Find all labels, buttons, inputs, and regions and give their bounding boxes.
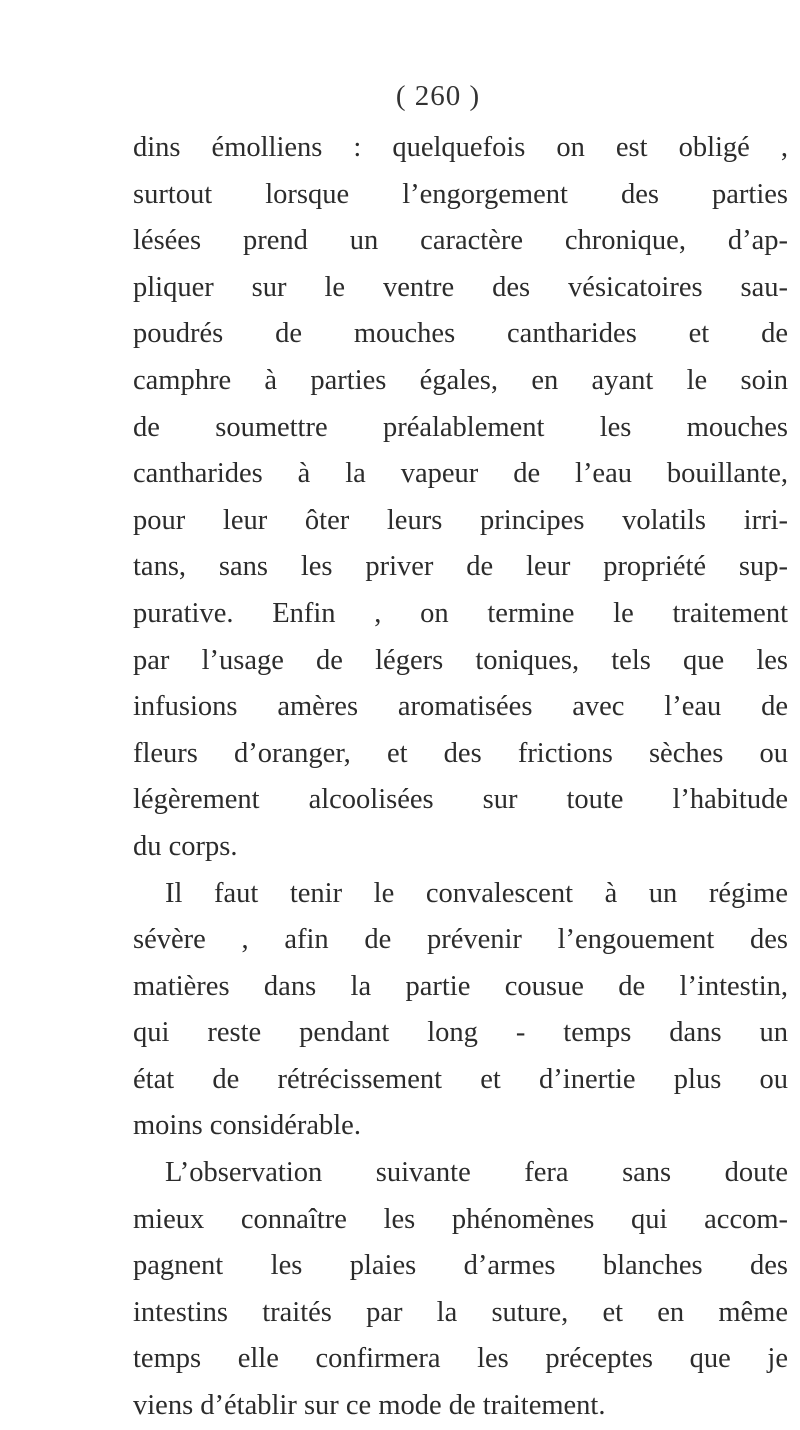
page-number: ( 260 )	[395, 80, 481, 112]
text-line: de soumettre préalablement les mouches	[133, 411, 788, 443]
text-line: dins émolliens : quelquefois on est obligé ,	[133, 132, 788, 163]
text-line: intestins traités par la suture, et en même	[133, 1296, 788, 1328]
text-line: pagnent les plaies d’armes blanches des	[133, 1250, 788, 1282]
text-line: infusions amères aromatisées avec l’eau de	[133, 691, 788, 723]
text-line: Il faut tenir le convalescent à un régime	[165, 877, 788, 909]
text-line: purative. Enfin , on termine le traitement	[133, 597, 788, 629]
text-line: légèrement alcoolisées sur toute l’habitude	[133, 784, 788, 816]
body-text	[133, 125, 788, 1430]
text-line: cantharides à la vapeur de l’eau bouillante,	[133, 458, 788, 490]
text-line: lésées prend un caractère chronique, d’ap-	[133, 225, 788, 257]
text-line: qui reste pendant long - temps dans un	[133, 1017, 788, 1049]
text-line: du corps.	[133, 830, 238, 862]
text-line: mieux connaître les phénomènes qui accom-	[133, 1203, 788, 1235]
text-line: pliquer sur le ventre des vésicatoires sau-	[133, 271, 788, 303]
text-line: viens d’établir sur ce mode de traitement.	[133, 1390, 606, 1422]
text-line: L’observation suivante fera sans doute	[165, 1157, 788, 1189]
text-line: sévère , afin de prévenir l’engouement des	[133, 924, 788, 956]
text-line: moins considérable.	[133, 1110, 361, 1142]
text-line: par l’usage de légers toniques, tels que les	[133, 644, 788, 676]
text-line: surtout lorsque l’engorgement des parties	[133, 178, 788, 210]
text-line: camphre à parties égales, en ayant le soin	[133, 364, 788, 396]
text-line: tans, sans les priver de leur propriété sup-	[133, 551, 788, 583]
text-line: matières dans la partie cousue de l’intestin,	[133, 970, 788, 1002]
text-line: fleurs d’oranger, et des frictions sèches ou	[133, 737, 788, 769]
text-line: poudrés de mouches cantharides et de	[133, 318, 788, 350]
text-line: état de rétrécissement et d’inertie plus ou	[133, 1063, 788, 1095]
text-line: pour leur ôter leurs principes volatils irri-	[133, 504, 788, 536]
text-line: temps elle confirmera les préceptes que je	[133, 1343, 788, 1375]
